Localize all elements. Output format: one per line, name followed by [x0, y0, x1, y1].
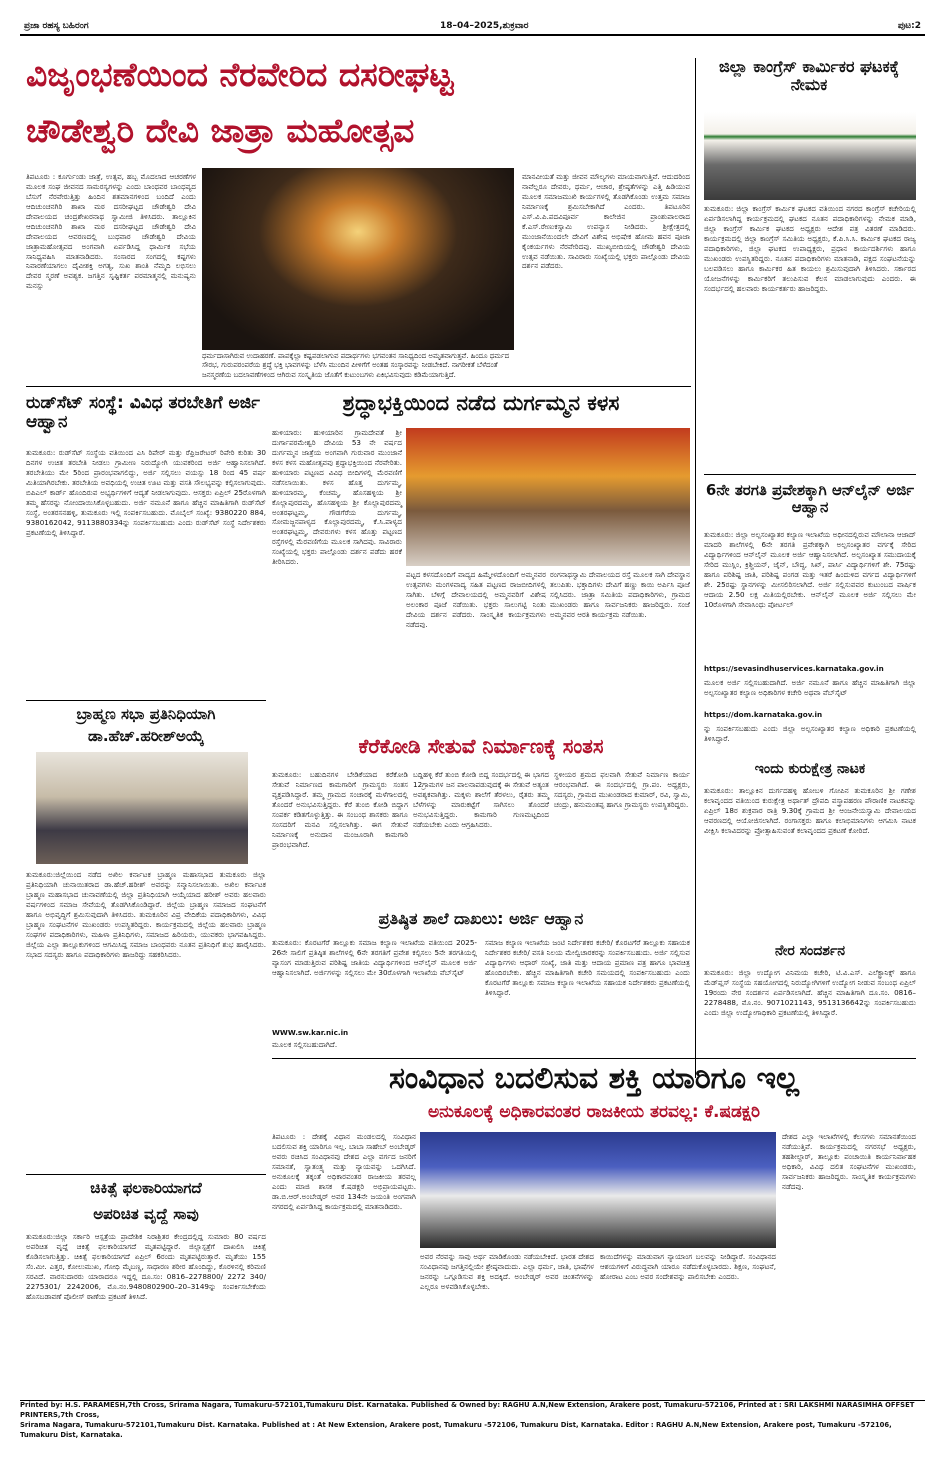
lead-article-col1: ತಿಪಟೂರು : ಕೂರ್ಗುಂಡು ಜಾತ್ರೆ, ಉತ್ಸವ, ಹಬ್ಬ ಮೊದಲಾದ ಆಚರಣೆಗಳ ಮೂಲಕ ಸಂಘ ಜೀವನದ ಸಾಮರಸ್ಯಗಳನ್ನು ಎಂದು ಬಾಂಧವರ ಬಾಂಧವ್ಯದ ಬೆಸುಗೆ ನೆರವೇರುತ್ತಿತ್ತು ಹಿಂದಿನ ಶತಮಾನಗಳಿಂದ ಬಂದಿದೆ ಎಂದು ಆದಿಚುಂಚನಗಿರಿ ಶಾಖಾ ಮಠ ದಸರೀಘಟ್ಟದ ಚೌಡೇಶ್ವರಿ ದೇವಿ ದೇವಾಲಯದ ಚಂದ್ರಶೇಖರನಾಥ ಸ್ವಾಮೀಜಿ ತಿಳಿಸಿದರು. ತಾಲ್ಲೂಕಿನ ಆದಿಚುಂಚನಗಿರಿ ಶಾಖಾ ಮಠ ದಸರೀಘಟ್ಟದ ಚೌಡೇಶ್ವರಿ ದೇವಿ ದೇವಾಲಯದ ಆವರಣದಲ್ಲಿ ಬುಧವಾರ ಚೌಡೇಶ್ವರಿ ದೇವಿಯ ಜಾತ್ರಾಮಹೋತ್ಸವದ ಅಂಗವಾಗಿ ಏರ್ಪಡಿಸಿದ್ದ ಧಾರ್ಮಿಕ ಸಭೆಯ ಸಾನಿಧ್ಯವಹಿಸಿ ಮಾತನಾಡಿದರು. ಸಂಸಾರದ ಸಂಗದಲ್ಲಿ ಕಷ್ಟಗಳು ನಿವಾರಣೆಯಾಗಲು ದೈವೀಶಕ್ತಿ ಅಗತ್ಯ, ಸುಖ ಶಾಂತಿ ನೆಮ್ಮದಿ ಲಭಿಸಲು ದೇವರ ಸ್ಮರಣೆ ಅವಶ್ಯಕ. ಜಗತ್ತಿನ ಸೃಷ್ಟಿಕರ್ತ ಪರಮಾತ್ಮನಲ್ಲಿ ಮನುಷ್ಯನು ಮನಸ್ಸು: [26, 172, 196, 291]
rudset-headline: ರುಡ್‌ಸೆಟ್ ಸಂಸ್ಥೆ: ವಿವಿಧ ತರಬೇತಿಗೆ ಅರ್ಜಿ ಆಹ್ವಾನ: [26, 393, 260, 432]
section-rule: [26, 386, 691, 387]
printer-line: [20, 1400, 925, 1439]
drama-headline: ಇಂದು ಕುರುಕ್ಷೇತ್ರ ನಾಟಕ: [754, 761, 866, 777]
admission-article-cont: ಮೂಲಕ ಅರ್ಜಿ ಸಲ್ಲಿಸಬಹುದಾಗಿದೆ. ಅರ್ಜಿ ನಮೂನೆ ಹಾಗೂ ಹೆಚ್ಚಿನ ಮಾಹಿತಿಗಾಗಿ ಜಿಲ್ಲಾ ಅಲ್ಪಸಂಖ್ಯಾತರ ಕಲ್ಯಾಣ ಅಧಿಕಾರಿಗಳ ಕಚೇರಿ ಅಥವಾ ವೆಬ್‌ಸೈಟ್: [704, 678, 916, 697]
lead-photo-festival: [202, 168, 514, 350]
school-article-col1b: ಮೂಲಕ ಸಲ್ಲಿಸಬಹುದಾಗಿದೆ.: [272, 1040, 338, 1049]
section-rule: [704, 474, 916, 475]
setuve-headline: ಕೆರೆಕೋಡಿ ಸೇತುವೆ ನಿರ್ಮಾಣಕ್ಕೆ ಸಂತಸ: [358, 734, 604, 758]
paper-name: ಪ್ರಜಾ ರಹಸ್ಯ ಬಹಿರಂಗ: [24, 21, 89, 31]
admission-headline: 6ನೇ ತರಗತಿ ಪ್ರವೇಶಕ್ಕಾಗಿ ಆನ್‌ಲೈನ್ ಅರ್ಜಿ ಆಹ್ವಾನ: [705, 481, 915, 516]
chikitse-article: ತುಮಕೂರು:ಜಿಲ್ಲಾ ಸರ್ಕಾರಿ ಆಸ್ಪತ್ರೆಯ ಪ್ರಾದೇಶಿಕ ನಿರಾಶ್ರಿತರ ಕೇಂದ್ರದಲ್ಲಿದ್ದ ಸುಮಾರು 80 ವರ್ಷದ ಅಪರಿಚಿತ ವೃದ್ದೆ ಚಿಕಿತ್ಸೆ ಫಲಕಾರಿಯಾಗದೆ ಮೃತಪಟ್ಟಿದ್ದಾರೆ. ಜಿಲ್ಲಾಸ್ಪತ್ರೆಗೆ ದಾಖಲಿಸಿ ಚಿಕಿತ್ಸೆ ಕೊಡಿಸಲಾಗುತ್ತಿತ್ತು. ಚಿಕಿತ್ಸೆ ಫಲಕಾರಿಯಾಗದೆ ಏಪ್ರಿಲ್ 6ರಂದು ಮೃತಪಟ್ಟಿರುತ್ತಾರೆ. ಮೃತೆಯು 155 ಸೆಂ.ಮೀ. ಎತ್ತರ, ಕೋಲುಮುಖ, ಗೋಧಿ ಮೈಬಣ್ಣ, ಸಾಧಾರಣ ಶರೀರ ಹೊಂದಿದ್ದು, ಕೊರಳಿನಲ್ಲಿ ಕರಿಮಣಿ ಸರವಿದೆ. ವಾರಸುದಾರರು ಯಾರಾದರೂ ಇದ್ದಲ್ಲಿ ದೂ.ಸಂ: 0816–2278800/ 2272 340/ 2275301/ 2242006, ಮೊ.ನಂ.9480802900–20–3149ನ್ನು ಸಂಪರ್ಕಿಸಬೇಕೆಂದು ಹೊಸಬಡಾವಣೆ ಪೊಲೀಸ್ ಠಾಣೆಯ ಪ್ರಕಟಣೆ ತಿಳಿಸಿದೆ.: [26, 1232, 266, 1301]
samvidhana-article-col4: ದೇಶದ ಎಲ್ಲಾ ಇಲಾಖೆಗಳಲ್ಲಿ ಕೆಲಸಗಳು ಸಮಾನತೆಯಿಂದ ನಡೆಯುತ್ತಿವೆ. ಕಾರ್ಯಕ್ರಮದಲ್ಲಿ ನಗರಸಭೆ ಅಧ್ಯಕ್ಷರು, ತಹಶೀಲ್ದಾರ್, ತಾಲ್ಲೂಕು ಪಂಚಾಯಿತಿ ಕಾರ್ಯನಿರ್ವಾಹಕ ಅಧಿಕಾರಿ, ವಿವಿಧ ದಲಿತ ಸಂಘಟನೆಗಳ ಮುಖಂಡರು, ಸಾರ್ವಜನಿಕರು ಹಾಜರಿದ್ದರು. ಸಾಂಸ್ಕೃತಿಕ ಕಾರ್ಯಕ್ರಮಗಳು ನಡೆದವು.: [782, 1132, 916, 1191]
imprint-line2: Srirama Nagara, Tumakuru-572101,Tumakuru Dist. Karnataka. Published at : At New Extension, Arakere post, Tumakuru -572106, Tumakuru Dist, Karnataka. Editor : RAGHU A.N,New Extension, Arakere post, Tumakuru -572106, Tumakuru Dist, Karnataka.: [20, 1420, 892, 1439]
sw-website: WWW.sw.kar.nic.in: [272, 1028, 349, 1037]
durga-photo: [406, 428, 690, 566]
admission-article: ತುಮಕೂರು: ಜಿಲ್ಲಾ ಅಲ್ಪಸಂಖ್ಯಾತರ ಕಲ್ಯಾಣ ಇಲಾಖೆಯ ಅಧೀನದಲ್ಲಿರುವ ಮೌಲಾನಾ ಆಜಾದ್ ಮಾದರಿ ಶಾಲೆಗಳಲ್ಲಿ 6ನೇ ತರಗತಿ ಪ್ರವೇಶಕ್ಕಾಗಿ ಅಲ್ಪಸಂಖ್ಯಾತರ ವರ್ಗಕ್ಕೆ ಸೇರಿದ ವಿದ್ಯಾರ್ಥಿಗಳಿಂದ ಆನ್‌ಲೈನ್ ಮೂಲಕ ಅರ್ಜಿ ಆಹ್ವಾನಿಸಲಾಗಿದೆ. ಅಲ್ಪಸಂಖ್ಯಾತ ಸಮುದಾಯಕ್ಕೆ ಸೇರಿದ ಮುಸ್ಲಿಂ, ಕ್ರಿಶ್ಚಿಯನ್, ಜೈನ್, ಬೌದ್ಧ, ಸಿಖ್, ಪಾರ್ಸಿ ವಿದ್ಯಾರ್ಥಿಗಳಿಗೆ ಶೇ. 75ರಷ್ಟು ಹಾಗೂ ಪರಿಶಿಷ್ಟ ಜಾತಿ, ಪರಿಶಿಷ್ಟ ಪಂಗಡ ಮತ್ತು ಇತರೆ ಹಿಂದುಳಿದ ವರ್ಗದ ವಿದ್ಯಾರ್ಥಿಗಳಿಗೆ ಶೇ. 25ರಷ್ಟು ಸ್ಥಾನಗಳನ್ನು ಮೀಸಲಿರಿಸಲಾಗಿದೆ. ಅರ್ಜಿ ಸಲ್ಲಿಸುವವರ ಕುಟುಂಬದ ವಾರ್ಷಿಕ ಆದಾಯ 2.50 ಲಕ್ಷ ಮಿತಿಯಲ್ಲಿರಬೇಕು. ಆನ್‌ಲೈನ್ ಮೂಲಕ ಅರ್ಜಿ ಸಲ್ಲಿಸಲು ಮೇ 10ರೊಳಗಾಗಿ ಸೇವಾಸಿಂಧು ಪೋರ್ಟಲ್: [704, 530, 916, 609]
admission-article-end: ನ್ನು ಸಂಪರ್ಕಿಸಬಹುದು ಎಂದು ಜಿಲ್ಲಾ ಅಲ್ಪಸಂಖ್ಯಾತರ ಕಲ್ಯಾಣ ಅಧಿಕಾರಿ ಪ್ರಕಟಣೆಯಲ್ಲಿ ತಿಳಿಸಿದ್ದಾರೆ.: [704, 724, 916, 743]
lead-article-col4: ಮಾನವೀಯತೆ ಮತ್ತು ಜೀವನ ಮೌಲ್ಯಗಳು ಮಾಯವಾಗುತ್ತಿವೆ. ಆದುದರಿಂದ ನಾವೆಲ್ಲರೂ ದೇವರು, ಧರ್ಮ, ಆಚಾರ, ಶ್ರೇಷ್ಠತೆಗಳನ್ನು ಎತ್ತಿ ಹಿಡಿಯುವ ಮೂಲಕ ಸಮಾಜಮುಖಿ ಕಾರ್ಯಗಳಲ್ಲಿ ತೊಡಗಿಕೊಂಡು ಉತ್ತಮ ಸಮಾಜ ನಿರ್ಮಾಣಕ್ಕೆ ಶ್ರಮಿಸಬೇಕಾಗಿದೆ ಎಂದರು. ತಿಪಟೂರಿನ ಎಸ್.ವಿ.ಪಿ.ಪದವಿಪೂರ್ವ ಕಾಲೇಜಿನ ಪ್ರಾಂಶುಪಾಲರಾದ ಕೆ.ಎಸ್.ರೇಣುಕಸ್ವಾಮಿ ಉಪನ್ಯಾಸ ನೀಡಿದರು. ಶ್ರೀಕ್ಷೇತ್ರದಲ್ಲಿ ಮುಂಜಾನೆಯಿಂದಲೇ ದೇವಿಗೆ ವಿಶೇಷ ಅಭಿಷೇಕ ಹೋಮ ಹವನ ಪೂಜಾ ಕೈಂಕರ್ಯಗಳು ನೆರವೇರಿದವು. ಮುಖ್ಯಬೀದಿಯಲ್ಲಿ ಚೌಡೇಶ್ವರಿ ದೇವಿಯ ಉತ್ಸವ ನಡೆಯಿತು. ಸಾವಿರಾರು ಸಂಖ್ಯೆಯಲ್ಲಿ ಭಕ್ತರು ಪಾಲ್ಗೊಂಡು ದೇವಿಯ ದರ್ಶನ ಪಡೆದರು.: [522, 172, 690, 271]
lead-headline-line1: ವಿಜೃಂಭಣೆಯಿಂದ ನೆರವೇರಿದ ದಸರೀಘಟ್ಟ: [26, 55, 454, 94]
interview-headline: ನೇರ ಸಂದರ್ಶನ: [774, 943, 846, 959]
issue-date: 18–04–2025,ಶುಕ್ರವಾರ: [440, 21, 529, 31]
durga-article-col1: ಹುಳಿಯಾರು: ಹುಳಿಯಾರಿನ ಗ್ರಾಮದೇವತೆ ಶ್ರೀ ದುರ್ಗಾಪರಮೇಶ್ವರಿ ದೇವಿಯ 53 ನೇ ವರ್ಷದ ದುರ್ಗಮ್ಮನ ಜಾತ್ರೆಯ ಅಂಗವಾಗಿ ಗುರುವಾರ ಮುಂಜಾನೆ ಕಳಸ ಕಳಸ ಮಹೋತ್ಸವವು ಶ್ರದ್ಧಾಭಕ್ತಿಯಿಂದ ನೆರವೇರಿತು. ಹುಳಿಯಾರು ಪಟ್ಟಣದ ವಿವಿಧ ಬೀದಿಗಳಲ್ಲಿ ಮೆರವಣಿಗೆ ನಡೆಸಲಾಯಿತು. ಕಳಸ ಹೊತ್ತ ದುರ್ಗಮ್ಮ, ಹುಳಿಯಾರಮ್ಮ, ಕೆಂಚಮ್ಮ, ಹೊಸಹಳ್ಳಿಯ ಶ್ರೀ ಕೊಲ್ಲಾಪುರದಮ್ಮ, ಹೊಸಹಳ್ಳಿಯ ಶ್ರೀ ಕೊಲ್ಲಾಪುರದಮ್ಮ ಅಂತರಘಟ್ಟಮ್ಮ, ಗೌಡಗೆರೆಯ ದುರ್ಗಮ್ಮ, ಸೋಮಜ್ಜನಪಾಳ್ಯದ ಕೊಲ್ಲಾಪುರದಮ್ಮ, ಕೆ.ಸಿ.ಪಾಳ್ಯದ ಅಂತರಘಟ್ಟಮ್ಮ, ದೇವರುಗಳು ಕಳಸ ಹೊತ್ತು ಪಟ್ಟಣದ ರಸ್ತೆಗಳಲ್ಲಿ ಮೆರವಣಿಗೆಯ ಮೂಲಕ ಸಾಗಿದವು. ಸಾವಿರಾರು ಸಂಖ್ಯೆಯಲ್ಲಿ ಭಕ್ತರು ಪಾಲ್ಗೊಂಡು ದರ್ಶನ ಪಡೆದು ಹರಕೆ ತೀರಿಸಿದರು.: [272, 428, 402, 567]
samvidhana-article-col3: ಕಾಯಿದೆಗಳನ್ನು ಮಾಡುವಾಗ ನ್ಯಾಯಾಂಗ ಬಲವನ್ನು ನೀಡಿದ್ದಾರೆ. ಸಂವಿಧಾನದ ಆಶಯಗಳಿಗೆ ವಿರುದ್ಧವಾಗಿ ಯಾರೂ ನಡೆದುಕೊಳ್ಳಬಾರದು. ಶಿಕ್ಷಣ, ಸಂಘಟನೆ, ಹೋರಾಟ ಎಂಬ ಅವರ ಸಂದೇಶವನ್ನು ಪಾಲಿಸಬೇಕು ಎಂದರು.: [600, 1252, 776, 1281]
lead-headline-line2: ಚೌಡೇಶ್ವರಿ ದೇವಿ ಜಾತ್ರಾ ಮಹೋತ್ಸವ: [26, 111, 415, 150]
rudset-article: ತುಮಕೂರು: ರುಡ್‌ಸೆಟ್ ಸಂಸ್ಥೆಯ ವತಿಯಿಂದ ಎಸಿ ರಿಪೇರ್ ಮತ್ತು ರೆಫ್ರಿಜರೇಟರ್ ರಿಪೇರಿ ಕುರಿತು 30 ದಿನಗಳ ಉಚಿತ ತರಬೇತಿ ನೀಡಲು ಗ್ರಾಮೀಣ ನಿರುದ್ಯೋಗಿ ಯುವಕರಿಂದ ಅರ್ಜಿ ಆಹ್ವಾನಿಸಲಾಗಿದೆ. ತರಬೇತಿಯು ಮೇ 5ರಿಂದ ಪ್ರಾರಂಭವಾಗಲಿದ್ದು, ಅರ್ಜಿ ಸಲ್ಲಿಸಲು ವಯಸ್ಸು 18 ರಿಂದ 45 ವರ್ಷ ಮಿತಿಯಾಗಿರಬೇಕು. ತರಬೇತಿಯ ಅವಧಿಯಲ್ಲಿ ಉಚಿತ ಊಟ ಮತ್ತು ವಸತಿ ಸೌಲಭ್ಯವನ್ನು ಕಲ್ಪಿಸಲಾಗುವುದು. ಬಿಪಿಎಲ್ ಕಾರ್ಡ್ ಹೊಂದಿರುವ ಅಭ್ಯರ್ಥಿಗಳಿಗೆ ಆದ್ಯತೆ ನೀಡಲಾಗುವುದು. ಆಸಕ್ತರು ಏಪ್ರಿಲ್ 25ರೊಳಗಾಗಿ ತಮ್ಮ ಹೆಸರನ್ನು ನೋಂದಾಯಿಸಿಕೊಳ್ಳಬಹುದು. ಅರ್ಜಿ ನಮೂನೆ ಹಾಗೂ ಹೆಚ್ಚಿನ ಮಾಹಿತಿಗಾಗಿ ರುಡ್‌ಸೆಟ್ ಸಂಸ್ಥೆ, ಅಂತರಸನಹಳ್ಳಿ, ತುಮಕೂರು ಇಲ್ಲಿ ಸಂಪರ್ಕಿಸಬಹುದು. ಮೊಬೈಲ್ ಸಂಖ್ಯೆ: 9380220 884, 9380162042, 9113880334ನ್ನು ಸಂಪರ್ಕಿಸಬಹುದು ಎಂದು ರುಡ್‌ಸೆಟ್ ಸಂಸ್ಥೆ ನಿರ್ದೇಶಕರು ಪ್ರಕಟಣೆಯಲ್ಲಿ ತಿಳಿಸಿದ್ದಾರೆ.: [26, 448, 266, 537]
dom-link: https://dom.karnataka.gov.in: [704, 710, 823, 719]
durga-headline: ಶ್ರದ್ಧಾಭಕ್ತಿಯಿಂದ ನಡೆದ ದುರ್ಗಮ್ಮನ ಕಳಸ: [342, 391, 620, 415]
brahmana-headline-line1: ಬ್ರಾಹ್ಮಣ ಸಭಾ ಪ್ರತಿನಿಧಿಯಾಗಿ: [76, 705, 216, 723]
samvidhana-headline: ಸಂವಿಧಾನ ಬದಲಿಸುವ ಶಕ್ತಿ ಯಾರಿಗೂ ಇಲ್ಲ: [389, 1061, 799, 1096]
masthead-bar: [20, 20, 925, 36]
section-rule: [272, 1058, 916, 1059]
imprint-line1: Printed by: H.S. PARAMESH,7th Cross, Srirama Nagara, Tumakuru-572101,Tumakuru Dist. Karnataka. Published & Owned by: RAGHU A.N,New Extension, Arakere post, Tumakuru-572106, Printed at : SRI LAKSHMI NARASIMHA OFFSET PRINTERS,7th Cross,: [20, 1401, 915, 1419]
page-number: ಪುಟ:2: [897, 21, 921, 31]
samvidhana-article-col1: ತಿಪಟೂರು : ದೇಶಕ್ಕೆ ವಿಧಾನ ಮಂಡಲದಲ್ಲಿ ಸಂವಿಧಾನ ಬದಲಿಸುವ ಶಕ್ತಿ ಯಾರಿಗೂ ಇಲ್ಲ. ಬಾಬಾ ಸಾಹೇಬ್ ಅಂಬೇಡ್ಕರ್ ಅವರು ರಚಿಸಿದ ಸಂವಿಧಾನವು ದೇಶದ ಎಲ್ಲಾ ವರ್ಗದ ಜನರಿಗೆ ಸಮಾನತೆ, ಸ್ವಾತಂತ್ರ್ಯ ಮತ್ತು ನ್ಯಾಯವನ್ನು ಒದಗಿಸಿದೆ. ಅನುಕೂಲಕ್ಕೆ ತಕ್ಕಂತೆ ಅಧಿಕಾರವಂತರ ರಾಜಕೀಯ ತರವಲ್ಲ ಎಂದು ಮಾಜಿ ಶಾಸಕ ಕೆ.ಷಡಕ್ಷರಿ ಅಭಿಪ್ರಾಯಪಟ್ಟರು. ಡಾ.ಬಿ.ಆರ್.ಅಂಬೇಡ್ಕರ್ ಅವರ 134ನೇ ಜಯಂತಿ ಅಂಗವಾಗಿ ನಗರದಲ್ಲಿ ಏರ್ಪಡಿಸಿದ್ದ ಕಾರ್ಯಕ್ರಮದಲ್ಲಿ ಮಾತನಾಡಿದರು.: [272, 1132, 416, 1211]
samvidhana-photo: [420, 1132, 776, 1248]
congress-article: ತುಮಕೂರು: ಜಿಲ್ಲಾ ಕಾಂಗ್ರೆಸ್ ಕಾರ್ಮಿಕ ಘಟಕದ ವತಿಯಿಂದ ನಗರದ ಕಾಂಗ್ರೆಸ್ ಕಚೇರಿಯಲ್ಲಿ ಏರ್ಪಡಿಸಲಾಗಿದ್ದ ಕಾರ್ಯಕ್ರಮದಲ್ಲಿ ಘಟಕದ ನೂತನ ಪದಾಧಿಕಾರಿಗಳನ್ನು ನೇಮಕ ಮಾಡಿ, ಜಿಲ್ಲಾ ಕಾಂಗ್ರೆಸ್ ಕಾರ್ಮಿಕ ಘಟಕದ ಅಧ್ಯಕ್ಷರು ಆದೇಶ ಪತ್ರ ವಿತರಣೆ ಮಾಡಿದರು. ಕಾರ್ಯಕ್ರಮದಲ್ಲಿ ಜಿಲ್ಲಾ ಕಾಂಗ್ರೆಸ್ ಸಮಿತಿಯ ಅಧ್ಯಕ್ಷರು, ಕೆ.ಪಿ.ಸಿ.ಸಿ. ಕಾರ್ಮಿಕ ಘಟಕದ ರಾಜ್ಯ ಪದಾಧಿಕಾರಿಗಳು, ಜಿಲ್ಲಾ ಘಟಕದ ಉಪಾಧ್ಯಕ್ಷರು, ಪ್ರಧಾನ ಕಾರ್ಯದರ್ಶಿಗಳು ಹಾಗೂ ಮುಖಂಡರು ಉಪಸ್ಥಿತರಿದ್ದರು. ನೂತನ ಪದಾಧಿಕಾರಿಗಳು ಮಾತನಾಡಿ, ಪಕ್ಷದ ಸಂಘಟನೆಯನ್ನು ಬಲಪಡಿಸಲು ಹಾಗೂ ಕಾರ್ಮಿಕರ ಹಿತ ಕಾಯಲು ಶ್ರಮಿಸುವುದಾಗಿ ತಿಳಿಸಿದರು. ಸರ್ಕಾರದ ಯೋಜನೆಗಳನ್ನು ಕಾರ್ಮಿಕರಿಗೆ ತಲುಪಿಸುವ ಕೆಲಸ ಮಾಡಲಾಗುವುದು ಎಂದರು. ಈ ಸಂದರ್ಭದಲ್ಲಿ ಹಲವಾರು ಕಾರ್ಯಕರ್ತರು ಹಾಜರಿದ್ದರು.: [704, 204, 916, 293]
chikitse-headline-line1: ಚಿಕಿತ್ಸೆ ಫಲಕಾರಿಯಾಗದೆ: [90, 1179, 202, 1197]
durga-article-col2: ಪಟ್ಟದ ಕಳಸದೊಂದಿಗೆ ವಾದ್ಯದ ಹಿಮ್ಮೇಳದೊಂದಿಗೆ ಅಮ್ಮನವರ ಉತ್ಸವಗಳು ಮಂಗಳವಾದ್ಯ ಸಹಿತ ಪಟ್ಟಣದ ರಾಜಬೀದಿಗಳಲ್ಲಿ ಸಾಗಿತು. ಬೆಳಿಗ್ಗೆ ದೇವಾಲಯದಲ್ಲಿ ಅಮ್ಮನವರಿಗೆ ವಿಶೇಷ ಅಲಂಕಾರ ಪೂಜೆ ನಡೆಯಿತು. ಭಕ್ತರು ಸಾಲುಗಟ್ಟಿ ನಿಂತು ದೇವಿಯ ದರ್ಶನ ಪಡೆದರು. ಸಾಂಸ್ಕೃತಿಕ ಕಾರ್ಯಕ್ರಮಗಳು ನಡೆದವು.: [406, 570, 546, 629]
samvidhana-subhead: ಅನುಕೂಲಕ್ಕೆ ಅಧಿಕಾರವಂತರ ರಾಜಕೀಯ ತರವಲ್ಲ: ಕೆ.ಷಡಕ್ಷರಿ: [427, 1102, 761, 1122]
samvidhana-article-col2: ಅವರ ನೆರವನ್ನು ಸಾವು ಅರ್ಥ ಮಾಡಿಕೊಂಡು ನಡೆಯಬೇಕಿದೆ. ಭಾರತ ದೇಶದ ಸಂವಿಧಾನವು ಜಗತ್ತಿನಲ್ಲಿಯೇ ಶ್ರೇಷ್ಠವಾದುದು. ಎಲ್ಲಾ ಧರ್ಮ, ಜಾತಿ, ಭಾಷೆಗಳ ಜನರನ್ನು ಒಗ್ಗೂಡಿಸುವ ಶಕ್ತಿ ಅದಕ್ಕಿದೆ. ಅಂಬೇಡ್ಕರ್ ಅವರ ಚಿಂತನೆಗಳನ್ನು ಎಲ್ಲರೂ ಅಳವಡಿಸಿಕೊಳ್ಳಬೇಕು.: [420, 1252, 594, 1291]
setuve-article-col2: ಬದ್ದಿಹಳ್ಳಿ ಕೆರೆ ತುಂಬಿ ಕೋಡಿ ಬಿದ್ದ ಸಂದರ್ಭದಲ್ಲಿ ಈ ಭಾಗದ 12ಗ್ರಾಮಗಳ ಜನ ಪಾಲನಾಪಡುವುದಕ್ಕೆ ಈ ಸೇತುವೆ ಅತ್ಯಂತ ಅವಶ್ಯಕವಾಗಿತ್ತು. ಮಕ್ಕಳು ಶಾಲೆಗೆ ತೆರಳಲು, ರೈತರು ತಮ್ಮ ಬೆಳೆಗಳನ್ನು ಮಾರುಕಟ್ಟೆಗೆ ಸಾಗಿಸಲು ತೊಂದರೆ ಅನುಭವಿಸುತ್ತಿದ್ದರು. ಕಾಮಗಾರಿ ಗುಣಮಟ್ಟದಿಂದ ನಡೆಯಬೇಕು ಎಂದು ಆಗ್ರಹಿಸಿದರು.: [413, 770, 549, 829]
section-rule: [26, 1174, 266, 1175]
sevasindhu-link: https://sevasindhuservices.karnataka.gov.in: [704, 664, 884, 673]
brahmana-article: ತುಮಕೂರು:ಜಿಲ್ಲೆಯಿಂದ ನಡೆದ ಅಖಿಲ ಕರ್ನಾಟಕ ಬ್ರಾಹ್ಮಣ ಮಹಾಸಭಾದ ತುಮಕೂರು ಜಿಲ್ಲಾ ಪ್ರತಿನಿಧಿಯಾಗಿ ಚುನಾಯಿತರಾದ ಡಾ.ಹೆಚ್.ಹರೀಶ್ ಅವರನ್ನು ಸನ್ಮಾನಿಸಲಾಯಿತು. ಅಖಿಲ ಕರ್ನಾಟಕ ಬ್ರಾಹ್ಮಣ ಮಹಾಸಭಾದ ಚುನಾವಣೆಯಲ್ಲಿ ಜಿಲ್ಲಾ ಪ್ರತಿನಿಧಿಯಾಗಿ ಆಯ್ಕೆಯಾದ ಹರೀಶ್ ಅವರು ಹಲವಾರು ವರ್ಷಗಳಿಂದ ಸಮಾಜ ಸೇವೆಯಲ್ಲಿ ತೊಡಗಿಸಿಕೊಂಡಿದ್ದಾರೆ. ಜಿಲ್ಲೆಯ ಬ್ರಾಹ್ಮಣ ಸಮಾಜದ ಸಂಘಟನೆಗೆ ಹಾಗೂ ಅಭಿವೃದ್ಧಿಗೆ ಶ್ರಮಿಸುವುದಾಗಿ ತಿಳಿಸಿದರು. ತುಮಕೂರಿನ ವಿಪ್ರ ವೇದಿಕೆಯ ಪದಾಧಿಕಾರಿಗಳು, ವಿವಿಧ ಬ್ರಾಹ್ಮಣ ಸಂಘಟನೆಗಳ ಮುಖಂಡರು ಉಪಸ್ಥಿತರಿದ್ದರು. ಕಾರ್ಯಕ್ರಮದಲ್ಲಿ ಜಿಲ್ಲೆಯ ಹಲವಾರು ಬ್ರಾಹ್ಮಣ ಸಂಘಗಳ ಪದಾಧಿಕಾರಿಗಳು, ಮಹಿಳಾ ಪ್ರತಿನಿಧಿಗಳು, ಸಮಾಜದ ಹಿರಿಯರು, ಯುವಕರು ಭಾಗವಹಿಸಿದ್ದರು. ಜಿಲ್ಲೆಯ ಎಲ್ಲಾ ತಾಲ್ಲೂಕುಗಳಿಂದ ಆಗಮಿಸಿದ್ದ ಸಮಾಜ ಬಾಂಧವರು ನೂತನ ಪ್ರತಿನಿಧಿಗೆ ಶುಭ ಹಾರೈಸಿದರು. ಸಭಾದ ಸದಸ್ಯರು ಹಾಗೂ ಪದಾಧಿಕಾರಿಗಳು ಹಾಜರಿದ್ದು ಸಹಕರಿಸಿದರು.: [26, 870, 266, 959]
setuve-article-col1: ತುಮಕೂರು: ಬಹುದಿನಗಳ ಬೇಡಿಕೆಯಾದ ಕರೆಕೋಡಿ ಸೇತುವೆ ನಿರ್ಮಾಣದ ಕಾಮಗಾರಿಗೆ ಗ್ರಾಮಸ್ಥರು ಸಂತಸ ವ್ಯಕ್ತಪಡಿಸಿದ್ದಾರೆ. ತಮ್ಮ ಗ್ರಾಮದ ಸಂಚಾರಕ್ಕೆ ಮಳೆಗಾಲದಲ್ಲಿ ತೊಂದರೆ ಅನುಭವಿಸುತ್ತಿದ್ದರು. ಕೆರೆ ತುಂಬಿ ಕೋಡಿ ಬಿದ್ದಾಗ ಸಂಪರ್ಕ ಕಡಿತಗೊಳ್ಳುತ್ತಿತ್ತು. ಈ ಸಂಬಂಧ ಶಾಸಕರು ಹಾಗೂ ಸಂಸದರಿಗೆ ಮನವಿ ಸಲ್ಲಿಸಲಾಗಿತ್ತು. ಈಗ ಸೇತುವೆ ನಿರ್ಮಾಣಕ್ಕೆ ಅನುದಾನ ಮಂಜೂರಾಗಿ ಕಾಮಗಾರಿ ಪ್ರಾರಂಭವಾಗಿದೆ.: [272, 770, 408, 849]
section-rule: [26, 700, 266, 701]
setuve-article-col3: ಸ್ಥಳೀಯರ ಶ್ರಮದ ಫಲವಾಗಿ ಸೇತುವೆ ನಿರ್ಮಾಣ ಕಾರ್ಯ ಆರಂಭವಾಗಿದೆ. ಈ ಸಂದರ್ಭದಲ್ಲಿ ಗ್ರಾ.ಪಂ. ಅಧ್ಯಕ್ಷರು, ಸದಸ್ಯರು, ಗ್ರಾಮದ ಮುಖಂಡರಾದ ಕುಮಾರ್, ರವಿ, ಸ್ವಾಮಿ, ಚಂದ್ರು, ಹನುಮಂತಪ್ಪ ಹಾಗೂ ಗ್ರಾಮಸ್ಥರು ಉಪಸ್ಥಿತರಿದ್ದರು.: [554, 770, 690, 809]
durga-article-col3: ರಂಗನಾಥಸ್ವಾಮಿ ದೇವಾಲಯದ ರಸ್ತೆ ಮೂಲಕ ಸಾಗಿ ದೇವಸ್ಥಾನ ತಲುಪಿತು. ಭಕ್ತಾದಿಗಳು ದೇವಿಗೆ ಹಣ್ಣು ಕಾಯಿ ಅರ್ಪಿಸಿ ಪೂಜೆ ಸಲ್ಲಿಸಿದರು. ಜಾತ್ರಾ ಸಮಿತಿಯ ಪದಾಧಿಕಾರಿಗಳು, ಗ್ರಾಮದ ಮುಖಂಡರು ಹಾಗೂ ಸಾರ್ವಜನಿಕರು ಹಾಜರಿದ್ದರು. ಸಂಜೆ ಅಮ್ಮನವರ ಆರತಿ ಕಾರ್ಯಕ್ರಮ ನಡೆಯಿತು.: [550, 570, 690, 619]
drama-article: ತುಮಕೂರು: ತಾಲ್ಲೂಕಿನ ದುರ್ಗದಹಳ್ಳಿ ಹೋಬಳಿ ಗೋಪಿನ ತುಮಕೂರಿನ ಶ್ರೀ ಗಣೇಶ ಕಲಾವೃಂದದ ವತಿಯಿಂದ ಕುರುಕ್ಷೇತ್ರ ಅರ್ಥಾತ್ ದ್ರೌಪದಿ ವಸ್ತ್ರಾಪಹರಣ ಪೌರಾಣಿಕ ನಾಟಕವನ್ನು ಏಪ್ರಿಲ್ 18ರ ಶುಕ್ರವಾರ ರಾತ್ರಿ 9.30ಕ್ಕೆ ಗ್ರಾಮದ ಶ್ರೀ ಆಂಜನೇಯಸ್ವಾಮಿ ದೇವಾಲಯದ ಆವರಣದಲ್ಲಿ ಆಯೋಜಿಸಲಾಗಿದೆ. ರಂಗಾಸಕ್ತರು ಹಾಗೂ ಕಲಾಭಿಮಾನಿಗಳು ಆಗಮಿಸಿ ನಾಟಕ ವೀಕ್ಷಿಸಿ ಕಲಾವಿದರನ್ನು ಪ್ರೋತ್ಸಾಹಿಸುವಂತೆ ಕಲಾವೃಂದದ ಪ್ರಕಟಣೆ ಕೋರಿದೆ.: [704, 786, 916, 835]
interview-article: ತುಮಕೂರು: ಜಿಲ್ಲಾ ಉದ್ಯೋಗ ವಿನಿಮಯ ಕಚೇರಿ, ಟಿ.ವಿ.ಎಸ್. ಎಲೆಕ್ಟ್ರಾನಿಕ್ಸ್ ಹಾಗೂ ಮೆಡ್‌ಪ್ಲಸ್ ಸಂಸ್ಥೆಯ ಸಹಯೋಗದಲ್ಲಿ ನಿರುದ್ಯೋಗಿಗಳಿಗೆ ಉದ್ಯೋಗ ನೀಡುವ ಸಂಬಂಧ ಏಪ್ರಿಲ್ 19ರಂದು ನೇರ ಸಂದರ್ಶನ ಏರ್ಪಡಿಸಲಾಗಿದೆ. ಹೆಚ್ಚಿನ ಮಾಹಿತಿಗಾಗಿ ದೂ.ಸಂ. 0816–2278488, ಮೊ.ನಂ. 9071021143, 9513136642ನ್ನು ಸಂಪರ್ಕಿಸಬಹುದು ಎಂದು ಜಿಲ್ಲಾ ಉದ್ಯೋಗಾಧಿಕಾರಿ ಪ್ರಕಟಣೆಯಲ್ಲಿ ತಿಳಿಸಿದ್ದಾರೆ.: [704, 968, 916, 1017]
brahmana-headline-line2: ಡಾ.ಹೆಚ್.ಹರೀಶ್‌ಅಯ್ಕೆ: [87, 727, 205, 745]
school-article-col1: ತುಮಕೂರು: ಕೊರಟಗೆರೆ ತಾಲ್ಲೂಕು ಸಮಾಜ ಕಲ್ಯಾಣ ಇಲಾಖೆಯ ವತಿಯಿಂದ 2025-26ನೇ ಸಾಲಿಗೆ ಪ್ರತಿಷ್ಠಿತ ಶಾಲೆಗಳಲ್ಲಿ 6ನೇ ತರಗತಿಗೆ ಪ್ರವೇಶ ಕಲ್ಪಿಸಲು 5ನೇ ತರಗತಿಯಲ್ಲಿ ವ್ಯಾಸಂಗ ಮಾಡುತ್ತಿರುವ ಪರಿಶಿಷ್ಟ ಜಾತಿಯ ವಿದ್ಯಾರ್ಥಿಗಳಿಂದ ಆನ್‌ಲೈನ್ ಮೂಲಕ ಅರ್ಜಿ ಆಹ್ವಾನಿಸಲಾಗಿದೆ. ಅರ್ಜಿಗಳನ್ನು ಸಲ್ಲಿಸಲು ಮೇ 30ರೊಳಗಾಗಿ ಇಲಾಖೆಯ ವೆಬ್‌ಸೈಟ್: [272, 938, 477, 977]
column-divider: [695, 58, 696, 1078]
chikitse-headline-line2: ಅಪರಿಚಿತ ವೃದ್ದೆ ಸಾವು: [93, 1205, 199, 1223]
lead-photo-caption: ಧರ್ಮದಾಸಾಗಿರುವ ಉದಾಹರಣೆ. ಪಾಪಕ್ಕೆಲ್ಲಾ ಕಷ್ಟಪಡಲಾಗುವ ಪದಾರ್ಥಗಳು ಭಗವಂತನ ಸಾನಿಧ್ಯದಿಂದ ಅಮೃತವಾಗುತ್ತವೆ. ಹಿಂದೂ ಧರ್ಮದ ಸೌರಭ, ಗುರುಪರಂಪರೆಯ ಶ್ರದ್ಧೆ ಭಕ್ತಿ ಭಾವಗಳನ್ನು ಬೆಳೆಸಿ ಮುಂದಿನ ಪೀಳಿಗೆಗೆ ಅಂತಹ ಸಂಸ್ಕಾರವನ್ನು ನೀಡಬೇಕಿದೆ. ನಾಗರೀಕತೆ ಬೆಳೆದಂತೆ ಜನಸ್ಮರಣೆಯ ಬದಲಾವಣೆಗಳಿಂದ ಆಗಿರುವ ಸಂಸ್ಕೃತಿಯ ಜೊತೆಗೆ ಕುಟುಂಬಗಳು ಏಕಿಭವಿಸುವುದು ಕಡಿಮೆಯಾಗುತ್ತಿದೆ.: [202, 352, 510, 379]
brahmana-photo: [36, 752, 248, 864]
school-article-col2: ಸಮಾಜ ಕಲ್ಯಾಣ ಇಲಾಖೆಯ ಜಂಟಿ ನಿರ್ದೇಶಕರ ಕಚೇರಿ/ ಕೊರಟಗೆರೆ ತಾಲ್ಲೂಕು ಸಹಾಯಕ ನಿರ್ದೇಶಕರ ಕಚೇರಿ/ ವಸತಿ ನಿಲಯ ಮೇಲ್ವಿಚಾರಕರನ್ನು ಸಂಪರ್ಕಿಸಬಹುದು. ಅರ್ಜಿ ಸಲ್ಲಿಸುವ ವಿದ್ಯಾರ್ಥಿಗಳು ಆಧಾರ್ ಸಂಖ್ಯೆ, ಜಾತಿ ಮತ್ತು ಆದಾಯ ಪ್ರಮಾಣ ಪತ್ರ ಹಾಗೂ ಭಾವಚಿತ್ರ ಹೊಂದಿರಬೇಕು. ಹೆಚ್ಚಿನ ಮಾಹಿತಿಗಾಗಿ ಕಚೇರಿ ಸಮಯದಲ್ಲಿ ಸಂಪರ್ಕಿಸಬಹುದು ಎಂದು ಕೊರಟಗೆರೆ ತಾಲ್ಲೂಕು ಸಮಾಜ ಕಲ್ಯಾಣ ಇಲಾಖೆಯ ಸಹಾಯಕ ನಿರ್ದೇಶಕರು ಪ್ರಕಟಣೆಯಲ್ಲಿ ತಿಳಿಸಿದ್ದಾರೆ.: [485, 938, 690, 997]
congress-headline: ಜಿಲ್ಲಾ ಕಾಂಗ್ರೆಸ್ ಕಾರ್ಮಿಕರ ಘಟಕಕ್ಕೆ ನೇಮಕ: [718, 57, 900, 94]
congress-photo: [704, 112, 916, 200]
school-headline: ಪ್ರತಿಷ್ಠಿತ ಶಾಲೆ ದಾಖಲು: ಅರ್ಜಿ ಆಹ್ವಾನ: [378, 909, 584, 928]
